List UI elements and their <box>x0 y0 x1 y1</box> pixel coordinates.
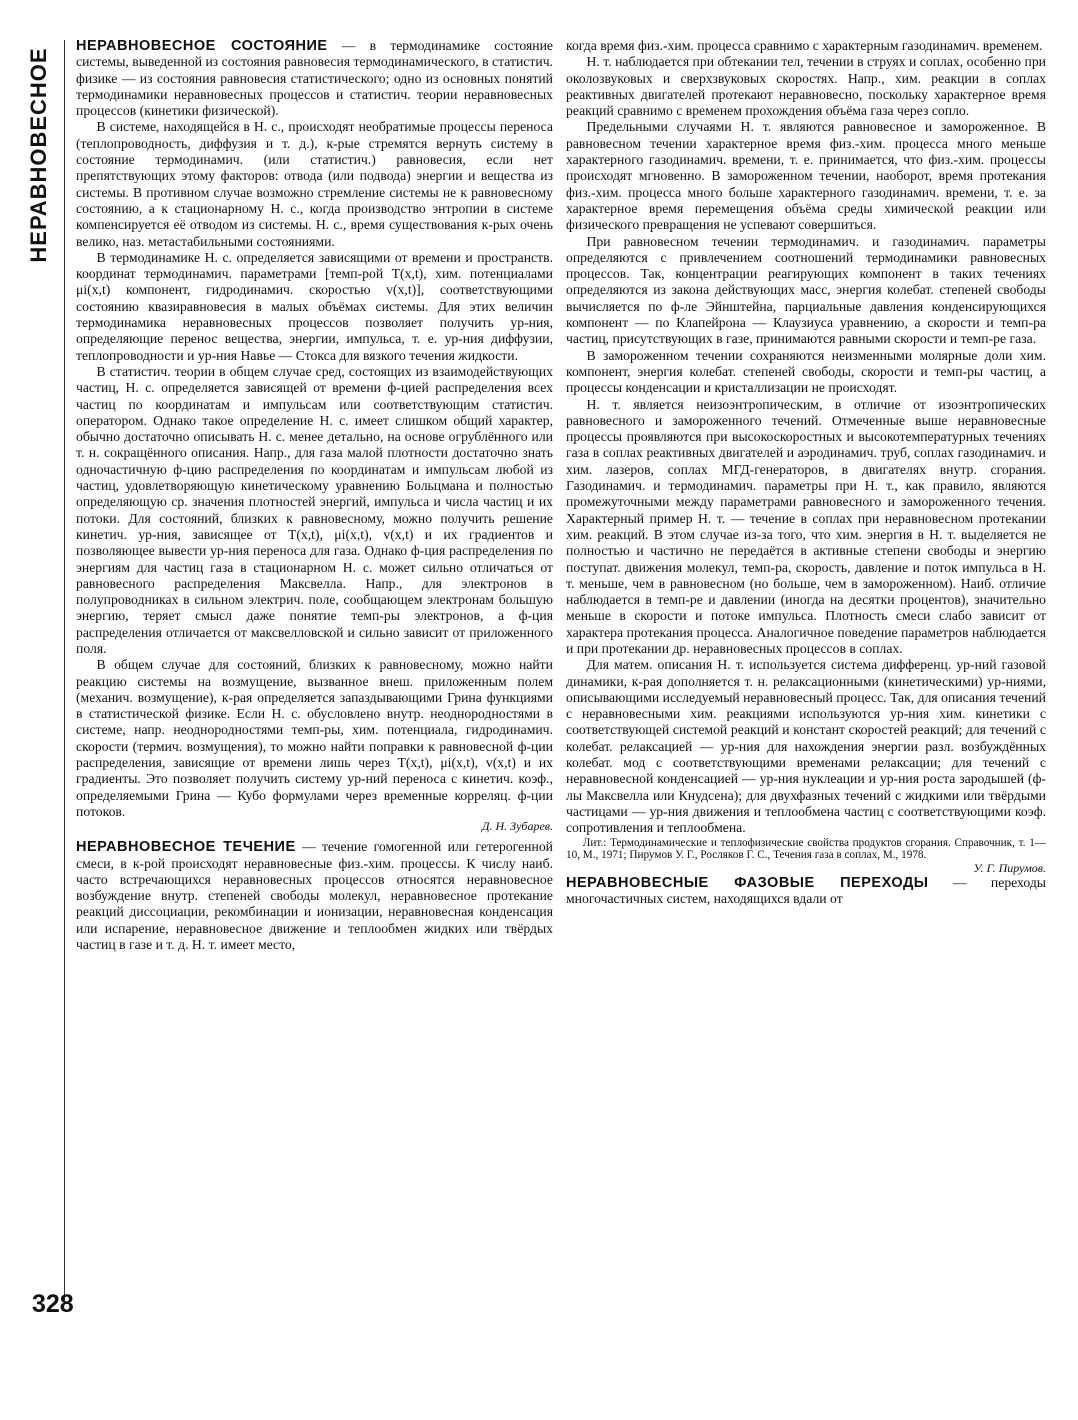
column-right <box>566 38 1046 907</box>
headword: НЕРАВНОВЕСНЫЕ ФАЗОВЫЕ ПЕРЕХОДЫ <box>566 874 929 891</box>
paragraph: Предельными случаями Н. т. являются равновесное и замороженное. В равновесном течении характерное время физ.-хим. процесса много меньше характерного газодинамич. времени, т. е. принимается, что физ.-хим. процессы происходят мгновенно. В замороженном течении, наоборот, время протекания физ.-хим. процесса много больше характерного газодинамич. времени, т. е. за характерное время перемещения объёма среды химической реакции или физического превращения не успевают совершиться. <box>566 119 1046 233</box>
paragraph: Н. т. является неизоэнтропическим, в отличие от изоэнтропических равновесного и замороженного течений. Отмеченные выше неравновесные процессы проявляются при высокоскоростных и высокотемпературных течениях газа в соплах реактивных двигателей и аэродинамич. труб, соплах газодинамич. и хим. лазеров, соплах МГД-генераторов, в двигателях внутр. сгорания. Газодинамич. и термодинамич. параметры при Н. т., как правило, являются промежуточными между параметрами равновесного и замороженного течения. Характерный пример Н. т. — течение в соплах при неравновесном протекании хим. реакций. В этом случае из-за того, что хим. энергия в Н. т. выделяется не полностью и частично не передаётся в активные степени свободы и энергию поступат. движения молекул, темп-ра, скорость, давление и поток импульса в Н. т. меньше, чем в равновесном (но больше, чем в замороженном). Наиб. отличие наблюдается в темп-ре и давлении (иногда на десятки процентов), значительно меньше в скорости и потоке импульса. Плотность смеси слабо зависит от характера протекания процесса. Аналогичное поведение параметров наблюдается и при протекании др. неравновесных процессов в соплах. <box>566 396 1046 656</box>
headword: НЕРАВНОВЕСНОЕ СОСТОЯНИЕ <box>76 38 328 54</box>
paragraph: Н. т. наблюдается при обтекании тел, течении в струях и соплах, особенно при околозвуковых и сверхзвуковых скоростях. Напр., хим. реакции в соплах реактивных двигателей протекают неравновесно, поскольку характерное время реакций сравнимо с временем прохождения объёма газа через сопло. <box>566 54 1046 119</box>
literature: Лит.: Термодинамические и теплофизические свойства продуктов сгорания. Справочник, т. 1—10, М., 1971; Пирумов У. Г., Росляков Г. С., Течения газа в соплах, М., 1978. <box>566 836 1046 862</box>
article-neravnovesnye-fazovye-perekhody: НЕРАВНОВЕСНЫЕ ФАЗОВЫЕ ПЕРЕХОДЫ — переходы многочастичных систем, находящихся вдали от <box>566 874 1046 907</box>
author-signature: Д. Н. Зубарев. <box>481 819 553 834</box>
article-neravnovesnoe-techenie: НЕРАВНОВЕСНОЕ ТЕЧЕНИЕ — течение гомогенной или гетерогенной смеси, в к-рой происходят неравновесные физ.-хим. процессы. К числу наиб. часто встречающихся неравновесных процессов относятся неравновесное возбуждение внутр. степеней свободы молекул, неравновесное протекание реакций диссоциации, рекомбинации и ионизации, неравновесная конденсация или испарение, неравновесное движение и теплообмен жидких или твёрдых частиц в газе и т. д. Н. т. имеет место, <box>76 839 553 953</box>
column-left <box>76 38 553 953</box>
paragraph: Для матем. описания Н. т. используется система дифференц. ур-ний газовой динамики, к-рая дополняется т. н. релаксационными (кинетическими) ур-ниями, описывающими исследуемый неравновесный процесс. Так, для описания течений с неравновесными хим. реакциями используются ур-ния хим. кинетики с соответствующей системой реакций и констант скоростей реакций; для течений с колебат. релаксацией — ур-ния для нахождения энергии разл. возбуждённых колебат. мод с соответствующими временами релаксации; для течений с неравновесной конденсацией — ур-ния нуклеации и ур-ния роста зародышей (ф-лы Максвелла или Кнудсена); для двухфазных течений с жидкими или твёрдыми частицами — ур-ния движения и теплообмена частиц с соответствующими коэф. сопротивления и теплообмена. <box>566 657 1046 836</box>
paragraph: когда время физ.-хим. процесса сравнимо с характерным газодинамич. временем. <box>566 38 1043 53</box>
column-rule <box>64 40 65 1300</box>
paragraph: В статистич. теории в общем случае сред, состоящих из взаимодействующих частиц, Н. с. определяется зависящей от времени ф-цией распределения всех частиц по координатам и импульсам или соответствующим статистич. оператором. Однако такое определение Н. с. имеет слишком общий характер, обычно достаточно описывать Н. с. менее детально, на основе огрублённого или т. н. сокращённого описания. Напр., для газа малой плотности достаточно знать одночастичную ф-цию распределения по координатам и импульсам любой из частиц, удовлетворяющую кинетическому уравнению Больцмана и полностью определяющую ср. значения плотностей энергий, импульса и числа частиц и их потоки. Для состояний, близких к равновесному, можно получить решение кинетич. ур-ния, зависящее от T(x,t), μi(x,t), v(x,t) и их градиентов и позволяющее вывести ур-ния переноса для газа. Однако ф-ция распределения по энергиям для частиц газа в стационарном Н. с. может сильно отличаться от равновесного распределения Максвелла. Напр., для электронов в полупроводниках в сильном электрич. поле, сообщающем электронам большую энергию, теряет смысл даже понятие темп-ры электронов, а ф-ция распределения отличается от максвелловской и сильно зависит от приложенного поля. <box>76 363 553 656</box>
paragraph: В общем случае для состояний, близких к равновесному, можно найти реакцию системы на возмущение, вызванное внеш. приложенным полем (механич. возмущение), к-рая определяется запаздывающими Грина функциями в статистической физике. Если Н. с. обусловлено внутр. неоднородностями в системе, напр. неоднородностями темп-ры, хим. потенциала, гидродинамич. скорости (термич. возмущения), то можно найти поправки к равновесной ф-ции распределения, зависящие от времени лишь через T(x,t), μi(x,t), v(x,t) и их градиенты. Это позволяет получить систему ур-ний переноса с кинетич. коэф., определяемыми Грина — Кубо формулами через временные корреляц. ф-ции потоков. <box>76 657 553 819</box>
paragraph: При равновесном течении термодинамич. и газодинамич. параметры определяются с привлечением соотношений термодинамики равновесных процессов. Так, концентрации реагирующих компонент в таких течениях определяются из закона действующих масс, энергия колебат. степеней свободы вычисляется по ф-ле Эйнштейна, парциальные давления конденсирующихся компонент — по Клапейрона — Клаузиуса уравнению, а скорости и темп-ра частиц, присутствующих в газе, принимаются равными скорости и темп-ре газа. <box>566 233 1046 347</box>
running-head: НЕРАВНОВЕСНОЕ <box>26 47 51 263</box>
paragraph: В термодинамике Н. с. определяется зависящими от времени и пространств. координат термодинамич. параметрами [темп-рой T(x,t), хим. потенциалами μi(x,t) компонент, гидродинамич. скоростью v(x,t)], соответствующими состоянию квазиравновесия в малых объёмах системы. Для этих величин термодинамика неравновесных процессов позволяет получить ур-ния, определяющие перенос вещества, энергии, импульса, т. е. ур-ния диффузии, теплопроводности и ур-ния Навье — Стокса для вязкого течения жидкости. <box>76 249 553 363</box>
paragraph: В замороженном течении сохраняются неизменными молярные доли хим. компонент, энергия колебат. степеней свободы, скорости и темп-ры частиц, а процессы конденсации и кристаллизации не происходят. <box>566 347 1046 396</box>
headword: НЕРАВНОВЕСНОЕ ТЕЧЕНИЕ <box>76 839 296 856</box>
page-number: 328 <box>32 1290 74 1318</box>
paragraph: В системе, находящейся в Н. с., происходят необратимые процессы переноса (теплопроводность, диффузия и т. д.), к-рые стремятся вернуть систему в состояние термодинамич. (или статистич.) равновесия, если нет препятствующих этому факторов: отвода (или подвода) энергии и вещества из системы. В противном случае возможно стремление системы не к равновесному состоянию, а к стационарному Н. с., когда производство энтропии в системе компенсируется её отводом из системы. Н. с., время существования к-рых очень велико, наз. метастабильными состояниями. <box>76 119 553 249</box>
article-neravnovesnoe-sostoyanie: НЕРАВНОВЕСНОЕ СОСТОЯНИЕ — в термодинамике состояние системы, выведенной из состояния равновесия термодинамического, в статистич. физике — из состояния равновесия статистического; одно из основных понятий термодинамики неравновесных процессов и статистич. теории неравновесных процессов (кинетики физической). <box>76 38 553 119</box>
author-signature: У. Г. Пирумов. <box>973 860 1046 875</box>
